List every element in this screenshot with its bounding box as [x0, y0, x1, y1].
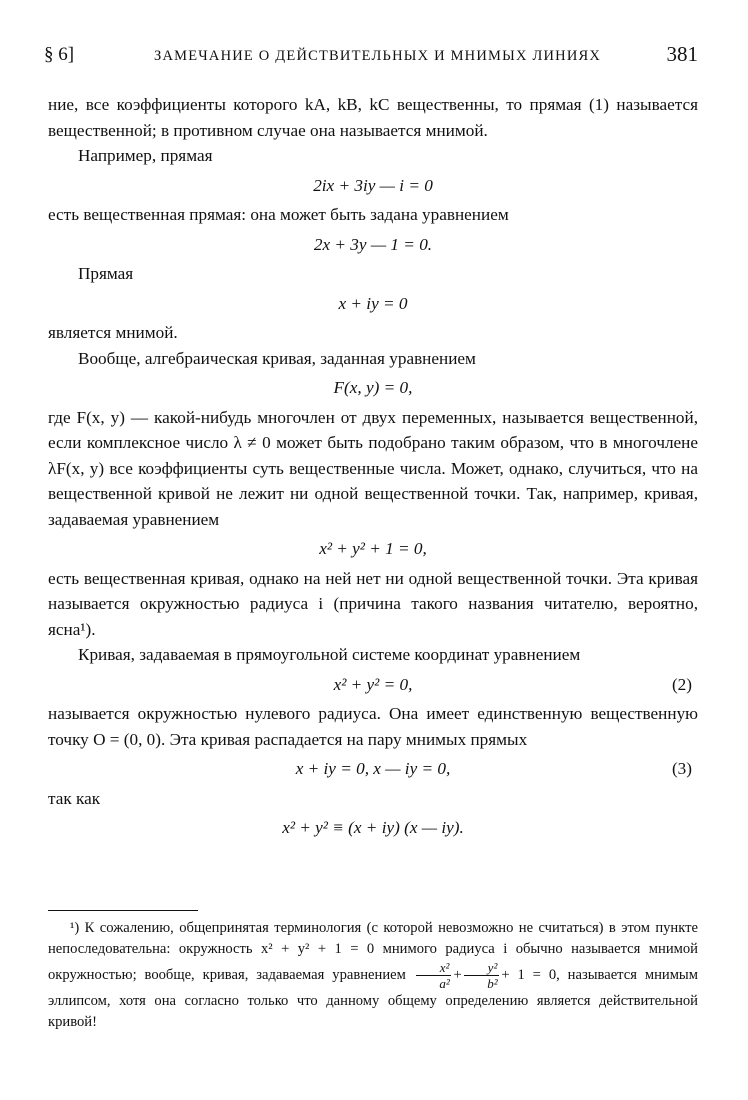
- footnote-marker: ¹): [70, 920, 80, 936]
- equation-2: 2x + 3y — 1 = 0.: [313, 234, 433, 254]
- paragraph-10: так как: [48, 788, 101, 808]
- running-header: [44, 40, 698, 74]
- equation-5: x² + y² + 1 = 0,: [319, 539, 427, 558]
- section-number: § 6]: [44, 44, 75, 65]
- equation-8: x² + y² ≡ (x + iy) (x — iy).: [282, 818, 464, 837]
- fraction-1-denominator: a²: [439, 976, 450, 991]
- paragraph-7: есть вещественная кривая, однако на ней нет ни одной вещественной точки. Эта кривая называется окружностью радиуса i (причина такого названия читателю, вероятно, ясна¹).: [48, 568, 698, 639]
- equation-7-body: x + iy = 0, x — iy = 0,: [295, 759, 451, 778]
- fraction-1-numerator: x²: [416, 960, 452, 976]
- main-text: [48, 92, 698, 845]
- fraction-2-denominator: b²: [487, 976, 498, 991]
- footnote: [48, 918, 698, 1033]
- paragraph-2: Например, прямая: [78, 146, 213, 165]
- equation-4: F(x, y) = 0,: [333, 378, 413, 397]
- paragraph-8: Кривая, задаваемая в прямоугольной системе координат уравнением: [78, 645, 581, 664]
- equation-6-body: x² + y² = 0,: [333, 674, 413, 694]
- footnote-text-b: называется мнимым эллипсом, хотя она согласно только что данному общему определению является действительной кривой!: [48, 966, 698, 1030]
- paragraph-9: называется окружностью нулевого радиуса. Она имеет единственную вещественную точку O = (0, 0). Эта кривая распадается на пару мнимых прямых: [48, 704, 698, 749]
- equation-6-number: (2): [671, 674, 692, 694]
- footnote-rule: [48, 910, 198, 911]
- paragraph-6: где F(x, y) — какой-нибудь многочлен от двух переменных, называется вещественной, если комплексное число λ ≠ 0 может быть подобрано таким образом, что в многочлене λF(x, y) все коэффициенты суть вещественные числа. Может, однако, случиться, что на вещественной кривой не лежит ни одной вещественной точки. Так, например, кривая, задаваемая уравнением: [48, 407, 698, 529]
- paragraph-4-end: является мнимой.: [48, 323, 178, 342]
- equation-3: x + iy = 0: [338, 293, 408, 313]
- footnote-text: [48, 918, 698, 1033]
- fraction-2-numerator: y²: [464, 960, 500, 976]
- fraction-x-over-a: [416, 960, 452, 991]
- paragraph-1: ние, все коэффициенты которого kA, kB, kC вещественны, то прямая (1) называется вещественной; в противном случае она называется мнимой.: [48, 95, 698, 140]
- footnote-text-a: К сожалению, общепринятая терминология (с которой невозможно не считаться) в этом пункте непоследовательна: окружность x² + y² + 1 = 0 мнимого радиуса i обычно называется мнимой окружностью; вообще, кривая, задаваемая уравнением: [48, 920, 698, 983]
- fraction-y-over-b: [464, 960, 500, 991]
- footnote-plus: +: [453, 966, 462, 983]
- equation-1: 2ix + 3iy — i = 0: [313, 175, 433, 195]
- chapter-title: ЗАМЕЧАНИЕ О ДЕЙСТВИТЕЛЬНЫХ И МНИМЫХ ЛИНИЯХ: [154, 48, 602, 64]
- paragraph-3: есть вещественная прямая: она может быть задана уравнением: [48, 205, 509, 224]
- footnote-equation-tail: + 1 = 0,: [501, 966, 560, 983]
- paragraph-4-label: Прямая: [78, 264, 134, 283]
- equation-6: [48, 672, 698, 698]
- paragraph-5: Вообще, алгебраическая кривая, заданная уравнением: [78, 348, 476, 368]
- equation-7: [48, 756, 698, 782]
- equation-7-number: (3): [671, 759, 692, 778]
- page-number: 381: [666, 42, 698, 66]
